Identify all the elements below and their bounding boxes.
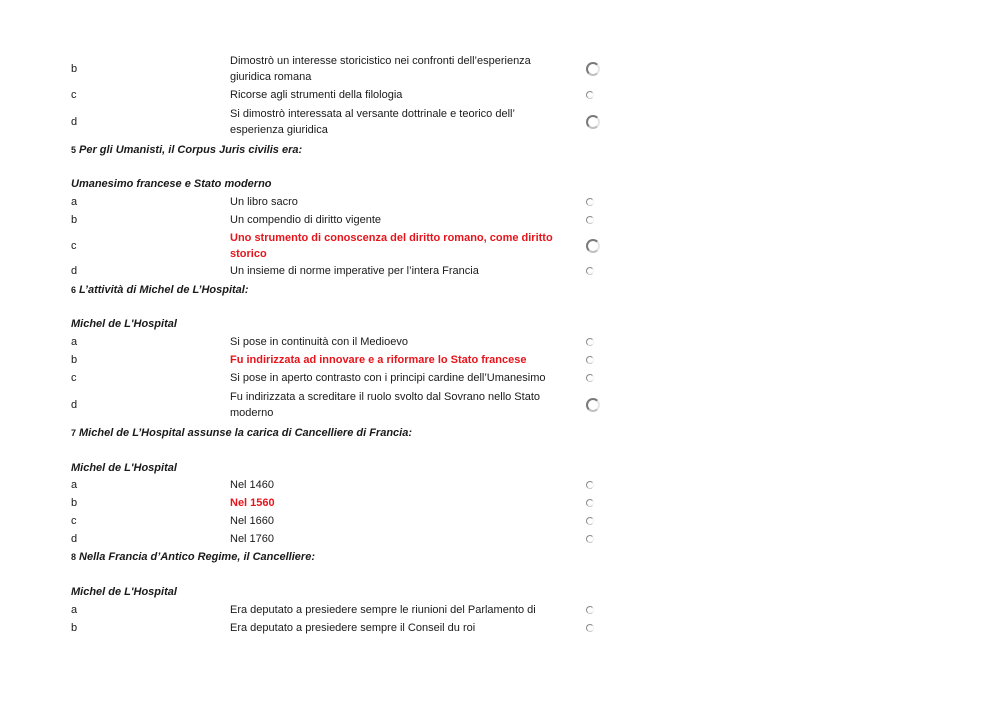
answer-option-row[interactable] [0,212,1000,228]
question-text: Michel de L’Hospital assunse la carica di Cancelliere di Francia: [79,427,412,439]
answer-option-letter: d [71,116,78,128]
answer-option-row[interactable] [0,495,1000,511]
radio-button[interactable] [586,62,600,76]
answer-option-letter: c [71,240,77,252]
radio-button[interactable] [586,239,600,253]
radio-button[interactable] [586,535,594,543]
answer-option-letter: b [71,622,78,634]
question-5-title [71,143,302,157]
question-7-title [71,426,412,440]
radio-button[interactable] [586,216,594,224]
answer-option-row[interactable] [0,334,1000,350]
question-text: L’attività di Michel de L’Hospital: [79,284,249,296]
question-text: Nella Francia d’Antico Regime, il Cancelliere: [79,551,315,563]
answer-option-letter: a [71,604,78,616]
answer-option-letter: c [71,89,77,101]
question-8-title [71,550,315,564]
radio-button[interactable] [586,624,594,632]
answer-option-text: Si pose in aperto contrasto con i principi cardine dell’Umanesimo [230,372,546,384]
question-topic-heading: Umanesimo francese e Stato moderno [71,178,272,190]
answer-option-row[interactable] [0,513,1000,529]
radio-button[interactable] [586,198,594,206]
question-number: 5 [71,145,77,155]
answer-option-letter: d [71,533,78,545]
answer-option-letter: a [71,479,78,491]
answer-option-letter: d [71,399,78,411]
answer-option-row[interactable] [0,87,1000,103]
question-number: 8 [71,552,77,562]
answer-option-text: Un compendio di diritto vigente [230,214,382,226]
question-topic-heading: Michel de L'Hospital [71,318,177,330]
answer-option-text: Un libro sacro [230,196,298,208]
answer-option-row[interactable] [0,352,1000,368]
answer-option-text: Si pose in continuità con il Medioevo [230,336,408,348]
answer-option-row[interactable] [0,370,1000,386]
answer-option-text: Dimostrò un interesse storicistico nei confronti dell’esperienza giuridica romana [230,55,531,83]
answer-option-letter: c [71,372,77,384]
radio-button[interactable] [586,338,594,346]
answer-option-text: Era deputato a presiedere sempre il Conseil du roi [230,622,476,634]
answer-option-row[interactable] [0,389,1000,421]
question-topic-heading: Michel de L'Hospital [71,586,177,598]
answer-option-row[interactable] [0,620,1000,636]
answer-option-row[interactable] [0,477,1000,493]
answer-option-letter: c [71,515,77,527]
question-topic-heading: Michel de L'Hospital [71,462,177,474]
answer-option-text: Nel 1460 [230,479,275,491]
answer-option-row[interactable] [0,230,1000,262]
radio-button[interactable] [586,267,594,275]
radio-button[interactable] [586,356,594,364]
answer-option-letter: b [71,354,78,366]
question-6-title [71,283,249,297]
answer-option-letter: d [71,265,78,277]
answer-option-text: Nel 1760 [230,533,275,545]
answer-option-row[interactable] [0,53,1000,85]
radio-button[interactable] [586,91,594,99]
answer-option-text: Ricorse agli strumenti della filologia [230,89,403,101]
answer-option-letter: b [71,214,78,226]
answer-option-text: Un insieme di norme imperative per l’intera Francia [230,265,479,277]
question-number: 6 [71,285,77,295]
radio-button[interactable] [586,481,594,489]
answer-option-text: Era deputato a presiedere sempre le riunioni del Parlamento di [230,604,536,616]
correct-answer-text: Nel 1560 [230,497,275,509]
radio-button[interactable] [586,398,600,412]
answer-option-text: Nel 1660 [230,515,275,527]
answer-option-text: Si dimostrò interessata al versante dottrinale e teorico dell’ esperienza giuridica [230,108,515,136]
radio-button[interactable] [586,115,600,129]
question-text: Per gli Umanisti, il Corpus Juris civilis era: [79,144,303,156]
answer-option-letter: a [71,336,78,348]
answer-option-letter: a [71,196,78,208]
question-number: 7 [71,428,77,438]
radio-button[interactable] [586,499,594,507]
answer-option-text: Fu indirizzata a screditare il ruolo svolto dal Sovrano nello Stato moderno [230,391,540,419]
radio-button[interactable] [586,374,594,382]
answer-option-row[interactable] [0,263,1000,279]
correct-answer-text: Fu indirizzata ad innovare e a riformare lo Stato francese [230,354,527,366]
answer-option-row[interactable] [0,106,1000,138]
answer-option-row[interactable] [0,194,1000,210]
radio-button[interactable] [586,606,594,614]
answer-option-row[interactable] [0,602,1000,618]
answer-option-row[interactable] [0,531,1000,547]
radio-button[interactable] [586,517,594,525]
answer-option-letter: b [71,63,78,75]
correct-answer-text: Uno strumento di conoscenza del diritto romano, come diritto storico [230,232,553,260]
answer-option-letter: b [71,497,78,509]
